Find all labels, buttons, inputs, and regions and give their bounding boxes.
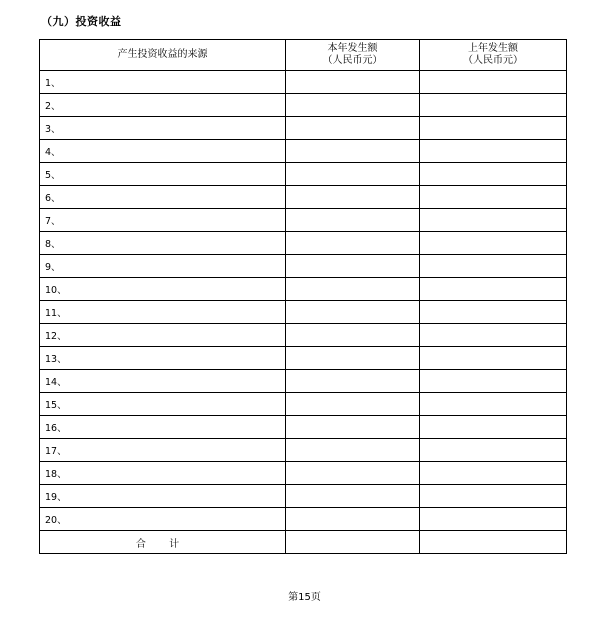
row-label: 7、 (40, 209, 286, 232)
table-body (40, 71, 567, 554)
table-row (40, 255, 567, 278)
current-year-cell[interactable] (286, 393, 420, 416)
table-row (40, 370, 567, 393)
table-row (40, 209, 567, 232)
current-year-cell[interactable] (286, 485, 420, 508)
current-year-cell[interactable] (286, 163, 420, 186)
table-row (40, 324, 567, 347)
prior-year-cell[interactable] (420, 163, 567, 186)
prior-year-cell[interactable] (420, 94, 567, 117)
row-label: 13、 (40, 347, 286, 370)
header-source (40, 40, 286, 71)
prior-year-cell[interactable] (420, 347, 567, 370)
row-label: 3、 (40, 117, 286, 140)
row-label: 4、 (40, 140, 286, 163)
current-year-cell[interactable] (286, 347, 420, 370)
current-year-cell[interactable] (286, 186, 420, 209)
row-label: 19、 (40, 485, 286, 508)
row-label: 2、 (40, 94, 286, 117)
prior-year-cell[interactable] (420, 117, 567, 140)
prior-year-cell[interactable] (420, 278, 567, 301)
row-label: 11、 (40, 301, 286, 324)
table-row (40, 278, 567, 301)
row-label: 12、 (40, 324, 286, 347)
row-label: 1、 (40, 71, 286, 94)
prior-year-cell[interactable] (420, 232, 567, 255)
header-current-year-label: 本年发生额 (327, 43, 378, 54)
table-row (40, 393, 567, 416)
current-year-cell[interactable] (286, 416, 420, 439)
current-year-cell[interactable] (286, 301, 420, 324)
prior-year-cell[interactable] (420, 416, 567, 439)
prior-year-cell[interactable] (420, 140, 567, 163)
section-title: （九）投资收益 (41, 15, 122, 28)
row-label: 9、 (40, 255, 286, 278)
row-label: 16、 (40, 416, 286, 439)
current-year-cell[interactable] (286, 209, 420, 232)
total-row (40, 531, 567, 554)
current-year-cell[interactable] (286, 94, 420, 117)
prior-year-cell[interactable] (420, 485, 567, 508)
table-row (40, 186, 567, 209)
prior-year-cell[interactable] (420, 255, 567, 278)
current-year-cell[interactable] (286, 370, 420, 393)
table-row (40, 140, 567, 163)
current-year-cell[interactable] (286, 117, 420, 140)
total-label: 合 计 (40, 531, 286, 554)
table-row (40, 94, 567, 117)
table-row (40, 301, 567, 324)
row-label: 6、 (40, 186, 286, 209)
prior-year-cell[interactable] (420, 301, 567, 324)
header-prior-year (420, 40, 567, 71)
current-year-cell[interactable] (286, 278, 420, 301)
table-row (40, 163, 567, 186)
prior-year-cell[interactable] (420, 186, 567, 209)
row-label: 20、 (40, 508, 286, 531)
prior-year-cell[interactable] (420, 462, 567, 485)
header-prior-year-unit: （人民币元） (463, 55, 523, 66)
table-row (40, 439, 567, 462)
row-label: 10、 (40, 278, 286, 301)
current-year-cell[interactable] (286, 255, 420, 278)
table-row (40, 347, 567, 370)
header-current-year (286, 40, 420, 71)
investment-income-table (39, 39, 567, 554)
table-row (40, 462, 567, 485)
row-label: 5、 (40, 163, 286, 186)
current-year-cell[interactable] (286, 324, 420, 347)
header-current-year-unit: （人民币元） (322, 55, 383, 66)
prior-year-cell[interactable] (420, 209, 567, 232)
current-year-cell[interactable] (286, 71, 420, 94)
current-year-cell[interactable] (286, 462, 420, 485)
table-header-row (40, 40, 567, 71)
table-row (40, 508, 567, 531)
row-label: 14、 (40, 370, 286, 393)
current-year-cell[interactable] (286, 232, 420, 255)
prior-year-cell[interactable] (420, 71, 567, 94)
page-number: 第15页 (288, 592, 321, 603)
current-year-cell[interactable] (286, 439, 420, 462)
total-current-year-cell[interactable] (286, 531, 420, 554)
prior-year-cell[interactable] (420, 370, 567, 393)
prior-year-cell[interactable] (420, 439, 567, 462)
row-label: 17、 (40, 439, 286, 462)
current-year-cell[interactable] (286, 508, 420, 531)
table-row (40, 416, 567, 439)
row-label: 8、 (40, 232, 286, 255)
prior-year-cell[interactable] (420, 324, 567, 347)
row-label: 18、 (40, 462, 286, 485)
table-row (40, 485, 567, 508)
table-row (40, 232, 567, 255)
current-year-cell[interactable] (286, 140, 420, 163)
total-prior-year-cell[interactable] (420, 531, 567, 554)
table-row (40, 71, 567, 94)
table-row (40, 117, 567, 140)
prior-year-cell[interactable] (420, 508, 567, 531)
prior-year-cell[interactable] (420, 393, 567, 416)
header-source-label: 产生投资收益的来源 (117, 49, 208, 60)
row-label: 15、 (40, 393, 286, 416)
header-prior-year-label: 上年发生额 (468, 43, 518, 54)
